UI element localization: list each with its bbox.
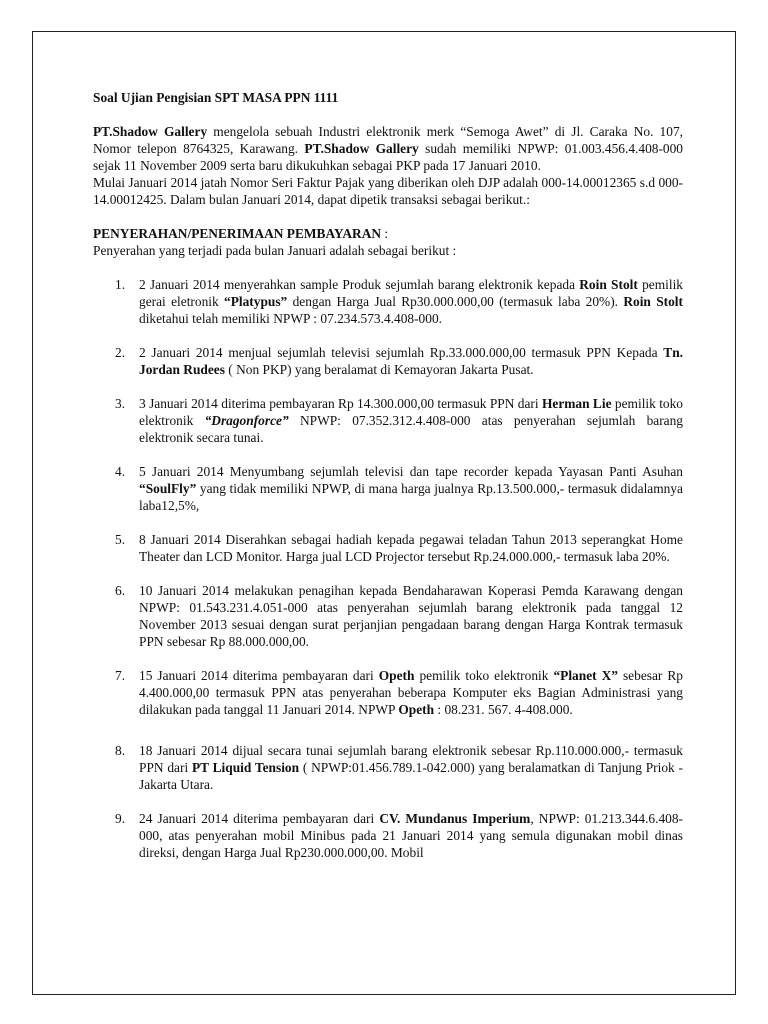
item-bold-text: Tn. Jordan Rudees [139, 345, 683, 377]
document-body [93, 89, 683, 861]
item-text: 3 Januari 2014 diterima pembayaran Rp 14.300.000,00 termasuk PPN dari [139, 396, 542, 411]
item-bold-text: “Planet X” [553, 668, 618, 683]
intro-text-2: sudah memiliki NPWP: 01.003.456.4.408-000 sejak 11 November 2009 serta baru dikukuhkan sebagai PKP pada 17 Januari 2010. [93, 141, 684, 173]
document-title: Soal Ujian Pengisian SPT MASA PPN 1111 [93, 90, 339, 105]
section-heading: PENYERAHAN/PENERIMAAN PEMBAYARAN [93, 226, 382, 241]
company-name-2: PT.Shadow Gallery [304, 141, 419, 156]
transaction-list [93, 276, 683, 861]
company-name: PT.Shadow Gallery [93, 124, 208, 139]
item-text: : 08.231. 567. 4-408.000. [434, 702, 573, 717]
item-text: 2 Januari 2014 menyerahkan sample Produk sejumlah barang elektronik kepada [139, 277, 580, 292]
item-number: 8. [115, 743, 126, 758]
list-item [93, 582, 683, 650]
section-subtitle: Penyerahan yang terjadi pada bulan Januari adalah sebagai berikut : [93, 243, 457, 258]
item-text: yang tidak memiliki NPWP, di mana harga jualnya Rp.13.500.000,- termasuk didalamnya laba12,5%, [139, 481, 683, 513]
item-text: 5 Januari 2014 Menyumbang sejumlah televisi dan tape recorder kepada Yayasan Panti Asuhan [139, 464, 683, 479]
item-number: 6. [115, 583, 126, 598]
item-text: diketahui telah memiliki NPWP : 07.234.573.4.408-000. [139, 311, 442, 326]
item-number: 4. [115, 464, 126, 479]
item-text: 2 Januari 2014 menjual sejumlah televisi sejumlah Rp.33.000.000,00 termasuk PPN Kepada [139, 345, 664, 360]
item-bold-text: Herman Lie [541, 396, 612, 411]
item-bold-text: Opeth [398, 702, 435, 717]
section-heading-suffix: : [381, 226, 389, 241]
item-text: sebesar Rp 4.400.000,00 termasuk PPN atas penyerahan beberapa Komputer eks Bagian Administrasi yang dilakukan pada tanggal 11 Januari 2014. NPWP [139, 668, 684, 717]
item-text: ( NPWP:01.456.789.1-042.000) yang beralamatkan di Tanjung Priok - Jakarta Utara. [139, 760, 683, 792]
item-bold-text: Roin Stolt [623, 294, 683, 309]
list-item [93, 395, 683, 446]
item-text: 15 Januari 2014 diterima pembayaran dari [139, 668, 379, 683]
item-text: 24 Januari 2014 diterima pembayaran dari [139, 811, 380, 826]
item-number: 2. [115, 345, 126, 360]
item-text: 10 Januari 2014 melakukan penagihan kepada Bendaharawan Koperasi Pemda Karawang dengan NPWP: 01.543.231.4.051-000 atas penyerahan sejumlah barang elektronik pada tanggal 12 November 2013 sesuai dengan surat perjanjian pengadaan barang dengan Harga Kontrak termasuk PPN sebesar Rp 88.000.000,00. [139, 583, 683, 649]
list-item [93, 667, 683, 718]
item-number: 7. [115, 668, 126, 683]
item-number: 1. [115, 277, 126, 292]
item-bold-text: PT Liquid Tension [191, 760, 300, 775]
item-bold-text: Opeth [378, 668, 415, 683]
section-heading-line [93, 225, 683, 242]
item-bold-text: Roin Stolt [579, 277, 638, 292]
item-bold-text: “SoulFly” [139, 481, 197, 496]
intro-text-1: mengelola sebuah Industri elektronik merk “Semoga Awet” di Jl. Caraka No. 107, Nomor telepon 8764325, Karawang. [93, 124, 683, 156]
item-text: , NPWP: 01.213.344.6.408-000, atas penyerahan mobil Minibus pada 21 Januari 2014 yang semula digunakan mobil dinas direksi, dengan Harga Jual Rp230.000.000,00. Mobil [139, 811, 684, 860]
item-text: 8 Januari 2014 Diserahkan sebagai hadiah kepada pegawai teladan Tahun 2013 seperangkat Home Theater dan LCD Monitor. Harga jual LCD Projector tersebut Rp.24.000.000,- termasuk laba 20%. [139, 532, 683, 564]
list-item [93, 742, 683, 793]
item-text: ( Non PKP) yang beralamat di Kemayoran Jakarta Pusat. [224, 362, 534, 377]
intro-paragraph-2: Mulai Januari 2014 jatah Nomor Seri Faktur Pajak yang diberikan oleh DJP adalah 000-14.00012365 s.d 000-14.00012425. Dalam bulan Januari 2014, dapat dipetik transaksi sebagai berikut.: [93, 175, 683, 207]
item-text: pemilik gerai eletronik [139, 277, 683, 309]
item-number: 9. [115, 811, 126, 826]
list-item [93, 531, 683, 565]
item-bold-text: CV. Mundanus Imperium [379, 811, 531, 826]
item-text: NPWP: 07.352.312.4.408-000 atas penyerahan sejumlah barang elektronik secara tunai. [139, 413, 683, 445]
item-text: pemilik toko elektronik [414, 668, 554, 683]
item-bold-italic-text: “Dragonforce” [204, 413, 289, 428]
item-bold-text: “Platypus” [224, 294, 288, 309]
item-number: 3. [115, 396, 126, 411]
list-item [93, 810, 683, 861]
list-item [93, 463, 683, 514]
item-text: dengan Harga Jual Rp30.000.000,00 (termasuk laba 20%). [287, 294, 624, 309]
item-text: 18 Januari 2014 dijual secara tunai sejumlah barang elektronik sebesar Rp.110.000.000,- termasuk PPN dari [139, 743, 683, 775]
list-item [93, 276, 683, 327]
list-item [93, 344, 683, 378]
item-text: pemilik toko elektronik [139, 396, 684, 428]
intro-paragraph [93, 123, 683, 174]
item-number: 5. [115, 532, 126, 547]
